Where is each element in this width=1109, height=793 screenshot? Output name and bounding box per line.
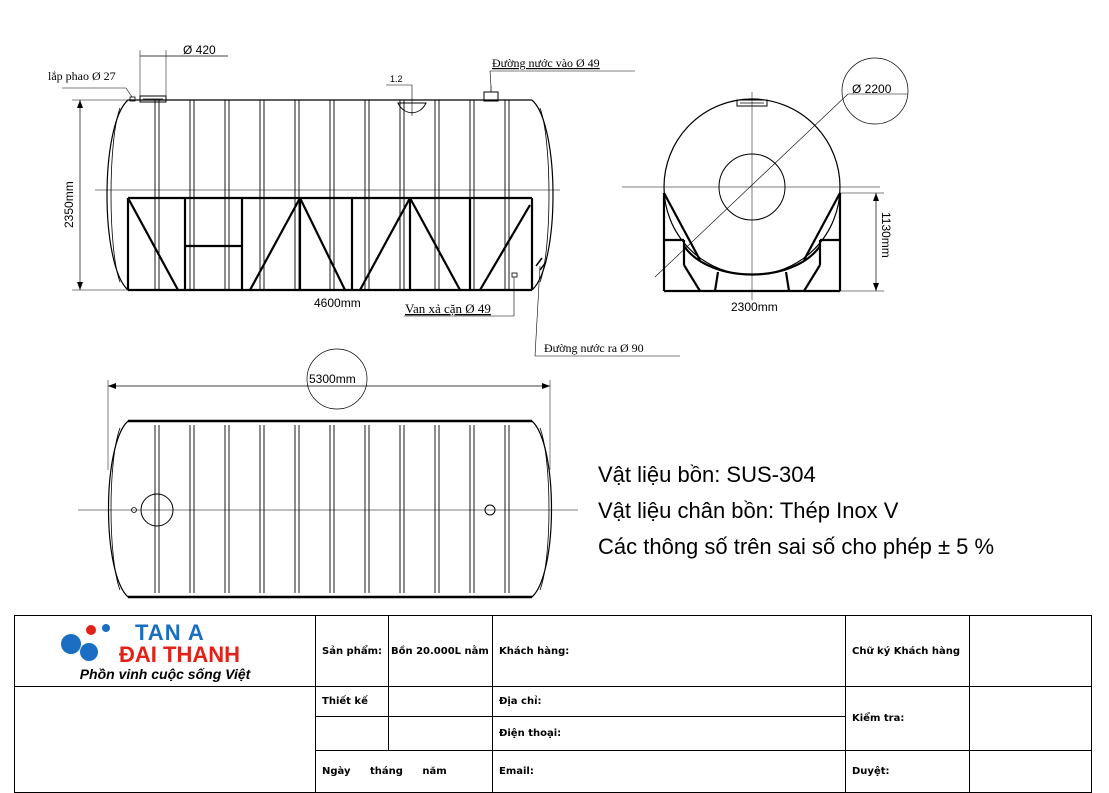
date-field[interactable] [316, 751, 493, 793]
material-notes [598, 457, 994, 565]
tank-length-label: 4600mm [314, 296, 361, 310]
approve-label: Duyệt: [846, 751, 970, 793]
company-logo-cell [15, 616, 316, 687]
drain-valve-label: Van xả cặn Ø 49 [405, 301, 491, 316]
vent-dimension-label: 1.2 [390, 74, 403, 84]
designer-field[interactable] [389, 687, 493, 717]
note-tolerance: Các thông số trên sai số cho phép ± 5 % [598, 534, 995, 559]
product-label: Sản phẩm: [316, 616, 389, 687]
approve-field[interactable] [970, 751, 1092, 793]
note-tank-material: Vật liệu bồn: SUS-304 [598, 462, 816, 487]
note-stand-material: Vật liệu chân bồn: Thép Inox V [598, 498, 899, 523]
address-label: Địa chỉ: [493, 687, 846, 717]
end-view-diameter-label: Ø 2200 [852, 82, 892, 96]
total-length-label: 5300mm [309, 372, 356, 386]
blank-cell [389, 717, 493, 751]
date-day-label: Ngày [322, 766, 351, 777]
logo-footer-cell [15, 687, 316, 793]
date-month-label: tháng [369, 766, 403, 777]
signature-label: Chữ ký Khách hàng [846, 616, 970, 687]
designer-label: Thiết kế [316, 687, 389, 717]
brand-name-line1: TAN A [135, 620, 205, 645]
brand-name-line2: ĐAI THANH [119, 642, 240, 667]
check-field[interactable] [970, 687, 1092, 751]
end-view-width-label: 2300mm [731, 300, 778, 314]
check-label: Kiểm tra: [846, 687, 970, 751]
manhole-diameter-label: Ø 420 [183, 43, 216, 57]
phone-label: Điện thoại: [493, 717, 846, 751]
top-view [78, 349, 578, 597]
brand-tagline: Phồn vinh cuộc sống Việt [79, 666, 251, 682]
stand-height-label: 1130mm [879, 212, 893, 258]
company-logo [15, 616, 315, 686]
title-block [14, 615, 1092, 793]
tank-height-label: 2350mm [62, 181, 76, 228]
logo-dots-icon [59, 622, 119, 662]
product-value: Bồn 20.000L nằm [389, 616, 493, 687]
customer-label: Khách hàng: [493, 616, 846, 687]
float-valve-label: lắp phao Ø 27 [48, 69, 116, 83]
water-outlet-label: Đường nước ra Ø 90 [544, 341, 644, 355]
email-label: Email: [493, 751, 846, 793]
date-year-label: năm [422, 766, 447, 777]
signature-field[interactable] [970, 616, 1092, 687]
blank-cell [316, 717, 389, 751]
side-view [62, 50, 680, 356]
water-inlet-label: Đường nước vào Ø 49 [492, 56, 600, 70]
